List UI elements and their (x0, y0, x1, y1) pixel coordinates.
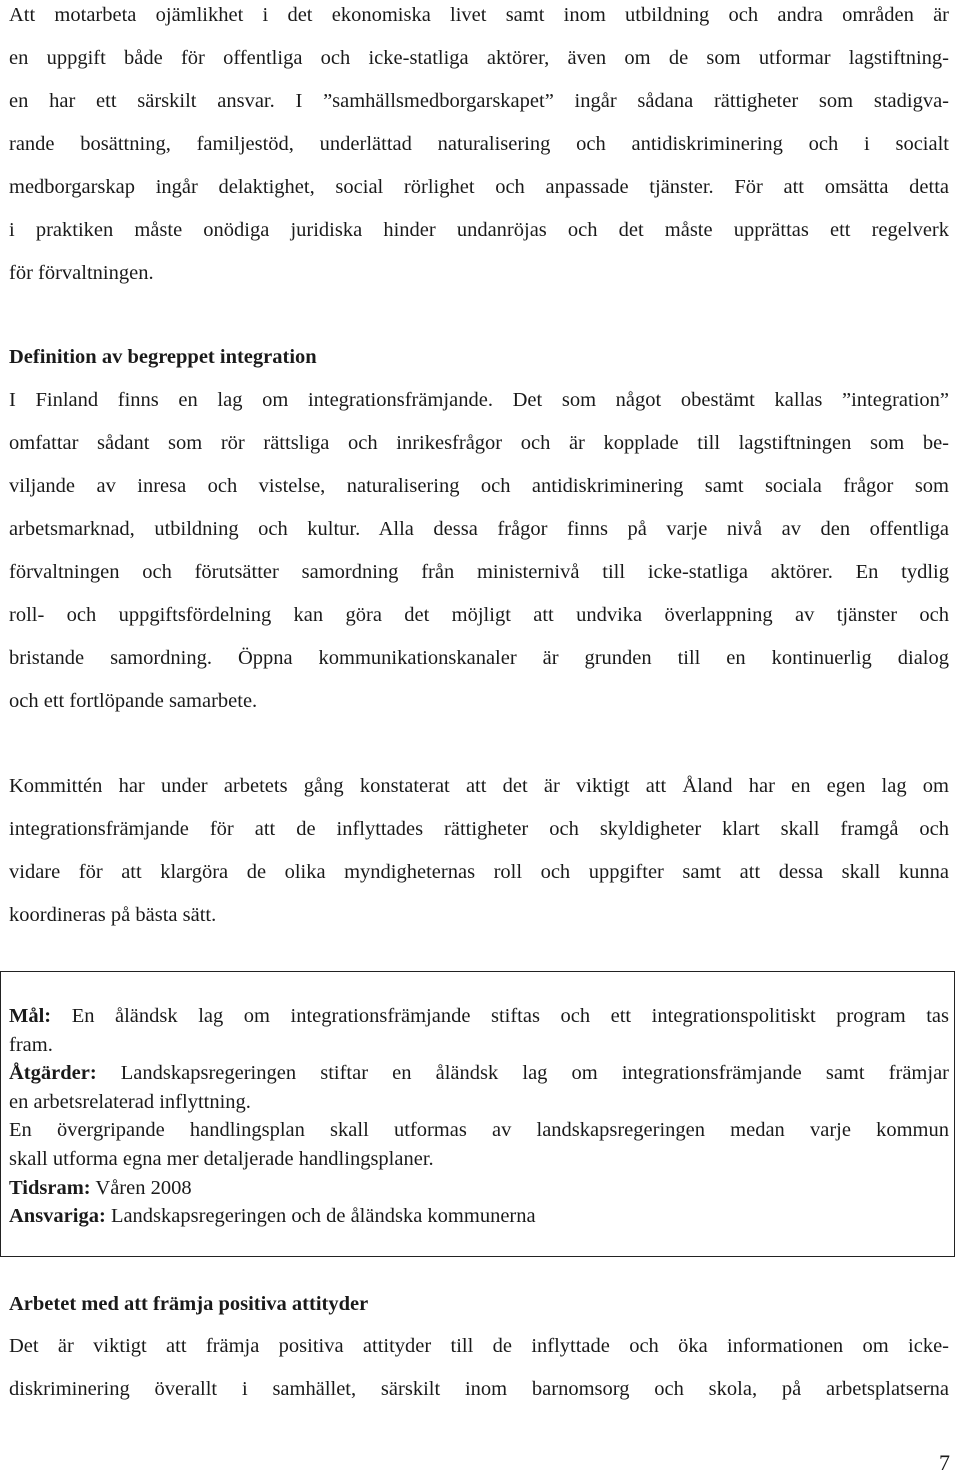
text-line: arbetsmarknad, utbildning och kultur. Alla dessa frågor finns på varje nivå av den offentliga (9, 518, 949, 540)
text-line: en har ett särskilt ansvar. I ”samhällsmedborgarskapet” ingår sådana rättigheter som stadigva- (9, 90, 949, 112)
text-line: en uppgift både för offentliga och icke-statliga aktörer, även om de som utformar lagstiftning- (9, 47, 949, 69)
text-line: för förvaltningen. (9, 262, 154, 284)
goal-line-cont: fram. (9, 1033, 53, 1056)
goal-line (9, 1002, 949, 1031)
text-line: Kommittén har under arbetets gång konstaterat att det är viktigt att Åland har en egen lag om (9, 775, 949, 797)
paragraph-2 (9, 379, 949, 723)
text-line: och ett fortlöpande samarbete. (9, 690, 258, 712)
text-line: vidare för att klargöra de olika myndigheternas roll och uppgifter samt att dessa skall kunna (9, 861, 949, 883)
responsible-value: Landskapsregeringen och de åländska kommunerna (110, 1205, 536, 1228)
timeframe-label: Tidsram: (9, 1176, 91, 1199)
text-line: medborgarskap ingår delaktighet, social rörlighet och anpassade tjänster. För att omsätta detta (9, 176, 949, 198)
plan-line-cont: skall utforma egna mer detaljerade handlingsplaner. (9, 1147, 434, 1170)
measures-line-cont: en arbetsrelaterad inflyttning. (9, 1090, 251, 1113)
text-line: diskriminering överallt i samhället, särskilt inom barnomsorg och skola, på arbetsplatserna (9, 1378, 949, 1400)
responsible-line (9, 1202, 949, 1231)
text-line: rande bosättning, familjestöd, underlättad naturalisering och antidiskriminering och i socialt (9, 133, 949, 155)
text-line: i praktiken måste onödiga juridiska hinder undanröjas och det måste upprättas ett regelverk (9, 219, 949, 241)
text-line: Att motarbeta ojämlikhet i det ekonomiska livet samt inom utbildning och andra områden är (9, 4, 949, 26)
page-number: 7 (939, 1450, 950, 1475)
goal-text: En åländsk lag om integrationsfrämjande stiftas och ett integrationspolitiskt program tas (71, 1005, 949, 1027)
text-line: koordineras på bästa sätt. (9, 904, 217, 926)
text-line: I Finland finns en lag om integrationsfrämjande. Det som något obestämt kallas ”integration” (9, 389, 949, 411)
goal-box-content (9, 1002, 949, 1231)
measures-text: Landskapsregeringen stiftar en åländsk lag om integrationsfrämjande samt främjar (120, 1062, 949, 1085)
text-line: bristande samordning. Öppna kommunikationskanaler är grunden till en kontinuerlig dialog (9, 647, 949, 669)
text-line: förvaltningen och förutsätter samordning från ministernivå till icke-statliga aktörer. En tydlig (9, 561, 949, 583)
goal-label: Mål: (9, 1005, 52, 1027)
timeframe-value: Våren 2008 (95, 1176, 192, 1199)
section-heading-attitudes: Arbetet med att främja positiva attityder (9, 1293, 369, 1315)
text-line: viljande av inresa och vistelse, naturalisering och antidiskriminering samt sociala frågor som (9, 475, 949, 497)
paragraph-3 (9, 765, 949, 937)
responsible-label: Ansvariga: (9, 1205, 106, 1228)
timeframe-line (9, 1174, 949, 1203)
text-line: omfattar sådant som rör rättsliga och inrikesfrågor och är kopplade till lagstiftningen som be- (9, 432, 949, 454)
measures-label: Åtgärder: (9, 1062, 97, 1085)
text-line: roll- och uppgiftsfördelning kan göra det möjligt att undvika överlappning av tjänster och (9, 604, 949, 626)
text-line: integrationsfrämjande för att de inflyttades rättigheter och skyldigheter klart skall framgå och (9, 818, 949, 840)
text-line: Det är viktigt att främja positiva attityder till de inflyttade och öka informationen om icke- (9, 1335, 949, 1357)
plan-line: En övergripande handlingsplan skall utformas av landskapsregeringen medan varje kommun (9, 1119, 949, 1142)
paragraph-1 (9, 0, 949, 295)
paragraph-4 (9, 1325, 949, 1411)
goal-box (0, 971, 955, 1257)
measures-line (9, 1059, 949, 1088)
section-heading-integration: Definition av begreppet integration (9, 346, 317, 368)
